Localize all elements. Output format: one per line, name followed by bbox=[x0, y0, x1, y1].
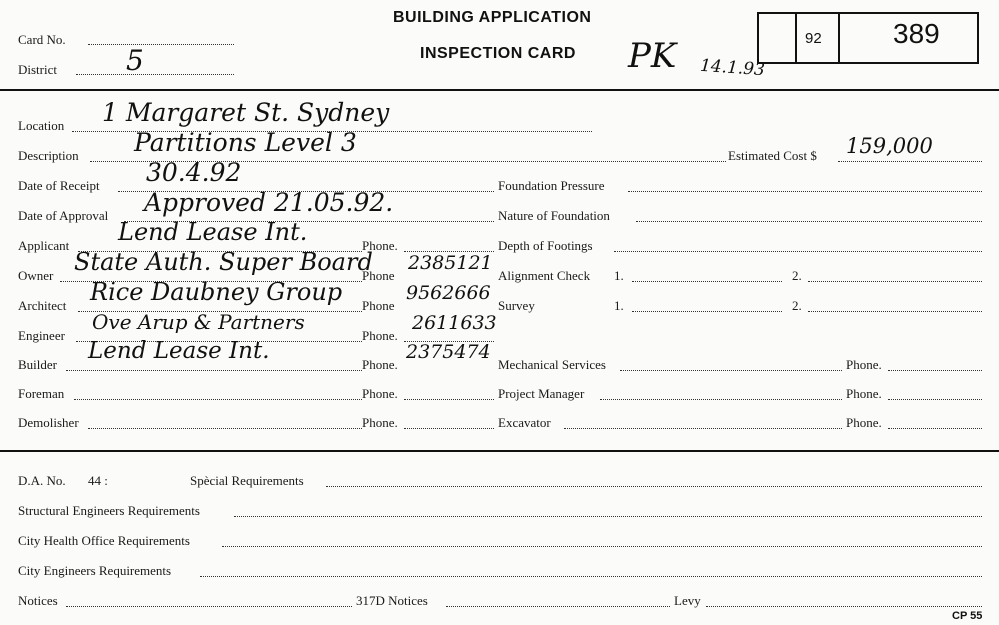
survey-label: Survey bbox=[498, 298, 535, 313]
builder-value: Lend Lease Int. bbox=[88, 338, 270, 364]
alignment-check-field-1[interactable] bbox=[632, 281, 782, 282]
form-code: CP 55 bbox=[952, 610, 983, 622]
builder-phone-label: Phone. bbox=[362, 357, 398, 372]
city-engineers-requirements-field[interactable] bbox=[200, 576, 982, 577]
foundation-pressure-label: Foundation Pressure bbox=[498, 178, 605, 193]
mechanical-field[interactable] bbox=[620, 370, 842, 371]
mechanical-phone-field[interactable] bbox=[888, 370, 982, 371]
depth-footings-field[interactable] bbox=[614, 251, 982, 252]
builder-label: Builder bbox=[18, 357, 57, 372]
engineer-value: Ove Arup & Partners bbox=[92, 310, 305, 334]
notices-317d-label: 317D Notices bbox=[356, 593, 428, 608]
survey-field-2[interactable] bbox=[808, 311, 982, 312]
owner-phone-value: 2385121 bbox=[408, 252, 493, 274]
nature-foundation-label: Nature of Foundation bbox=[498, 208, 610, 223]
header-divider bbox=[0, 89, 999, 91]
project-manager-phone-field[interactable] bbox=[888, 399, 982, 400]
requirements-divider bbox=[0, 450, 999, 452]
engineer-phone-label: Phone. bbox=[362, 328, 398, 343]
applicant-label: Applicant bbox=[18, 238, 70, 253]
engineer-label: Engineer bbox=[18, 328, 65, 343]
mechanical-phone-label: Phone. bbox=[846, 357, 882, 372]
foreman-phone-label: Phone. bbox=[362, 386, 398, 401]
title-line-1: BUILDING APPLICATION bbox=[393, 9, 592, 26]
builder-phone-value: 2375474 bbox=[406, 341, 491, 363]
district-label: District bbox=[18, 62, 57, 77]
estimated-cost-label: Estimated Cost $ bbox=[728, 148, 817, 163]
number-box bbox=[757, 12, 979, 64]
excavator-phone-label: Phone. bbox=[846, 415, 882, 430]
city-engineers-requirements-label: City Engineers Requirements bbox=[18, 563, 172, 578]
excavator-field[interactable] bbox=[564, 428, 842, 429]
da-no-label: D.A. No. bbox=[18, 473, 66, 488]
demolisher-field[interactable] bbox=[88, 428, 362, 429]
date-receipt-value: 30.4.92 bbox=[146, 158, 242, 187]
da-no-value: 44 : bbox=[88, 473, 108, 488]
health-requirements-label: City Health Office Requirements bbox=[18, 533, 190, 548]
special-requirements-field[interactable] bbox=[326, 486, 982, 487]
levy-field[interactable] bbox=[706, 606, 982, 607]
title-line-2: INSPECTION CARD bbox=[420, 45, 576, 62]
architect-phone-value: 9562666 bbox=[406, 282, 491, 304]
estimated-cost-value: 159,000 bbox=[846, 134, 933, 158]
foreman-field[interactable] bbox=[74, 399, 362, 400]
owner-phone-label: Phone bbox=[362, 268, 395, 283]
structural-requirements-field[interactable] bbox=[234, 516, 982, 517]
demolisher-label: Demolisher bbox=[18, 415, 79, 430]
project-manager-phone-label: Phone. bbox=[846, 386, 882, 401]
number-year: 92 bbox=[805, 30, 822, 47]
survey-num-1: 1. bbox=[614, 298, 624, 313]
engineer-phone-value: 2611633 bbox=[412, 312, 497, 334]
alignment-num-2: 2. bbox=[792, 268, 802, 283]
date-handwritten: 14.1.93 bbox=[699, 55, 766, 81]
project-manager-field[interactable] bbox=[600, 399, 842, 400]
description-value: Partitions Level 3 bbox=[134, 128, 357, 157]
foreman-label: Foreman bbox=[18, 386, 65, 401]
foundation-pressure-field[interactable] bbox=[628, 191, 982, 192]
foreman-phone-field[interactable] bbox=[404, 399, 494, 400]
alignment-num-1: 1. bbox=[614, 268, 624, 283]
date-approval-label: Date of Approval bbox=[18, 208, 109, 223]
description-label: Description bbox=[18, 148, 79, 163]
nature-foundation-field[interactable] bbox=[636, 221, 982, 222]
project-manager-label: Project Manager bbox=[498, 386, 585, 401]
notices-field[interactable] bbox=[66, 606, 352, 607]
levy-label: Levy bbox=[674, 593, 701, 608]
number-value: 389 bbox=[893, 18, 940, 49]
location-label: Location bbox=[18, 118, 65, 133]
owner-value: State Auth. Super Board bbox=[74, 248, 373, 276]
special-requirements-label: Spècial Requirements bbox=[190, 473, 304, 488]
applicant-phone-label: Phone. bbox=[362, 238, 398, 253]
estimated-cost-field[interactable] bbox=[838, 161, 982, 162]
number-box-divider-2 bbox=[838, 12, 840, 64]
architect-phone-label: Phone bbox=[362, 298, 395, 313]
notices-label: Notices bbox=[18, 593, 58, 608]
health-requirements-field[interactable] bbox=[222, 546, 982, 547]
date-approval-value: Approved 21.05.92. bbox=[144, 188, 394, 217]
alignment-check-field-2[interactable] bbox=[808, 281, 982, 282]
alignment-check-label: Alignment Check bbox=[498, 268, 591, 283]
number-box-divider-1 bbox=[795, 12, 797, 64]
initials-handwritten: PK bbox=[628, 36, 677, 76]
depth-footings-label: Depth of Footings bbox=[498, 238, 593, 253]
location-value: 1 Margaret St. Sydney bbox=[102, 98, 390, 127]
district-value: 5 bbox=[126, 44, 144, 77]
demolisher-phone-label: Phone. bbox=[362, 415, 398, 430]
date-receipt-label: Date of Receipt bbox=[18, 178, 100, 193]
architect-value: Rice Daubney Group bbox=[90, 278, 343, 306]
mechanical-label: Mechanical Services bbox=[498, 357, 606, 372]
survey-field-1[interactable] bbox=[632, 311, 782, 312]
excavator-phone-field[interactable] bbox=[888, 428, 982, 429]
builder-field[interactable] bbox=[66, 370, 362, 371]
owner-label: Owner bbox=[18, 268, 54, 283]
card-no-field[interactable] bbox=[88, 44, 234, 45]
notices-317d-field[interactable] bbox=[446, 606, 670, 607]
district-field[interactable] bbox=[76, 74, 234, 75]
applicant-value: Lend Lease Int. bbox=[118, 218, 308, 246]
card-no-label: Card No. bbox=[18, 32, 66, 47]
demolisher-phone-field[interactable] bbox=[404, 428, 494, 429]
structural-requirements-label: Structural Engineers Requirements bbox=[18, 503, 200, 518]
architect-label: Architect bbox=[18, 298, 67, 313]
excavator-label: Excavator bbox=[498, 415, 551, 430]
survey-num-2: 2. bbox=[792, 298, 802, 313]
